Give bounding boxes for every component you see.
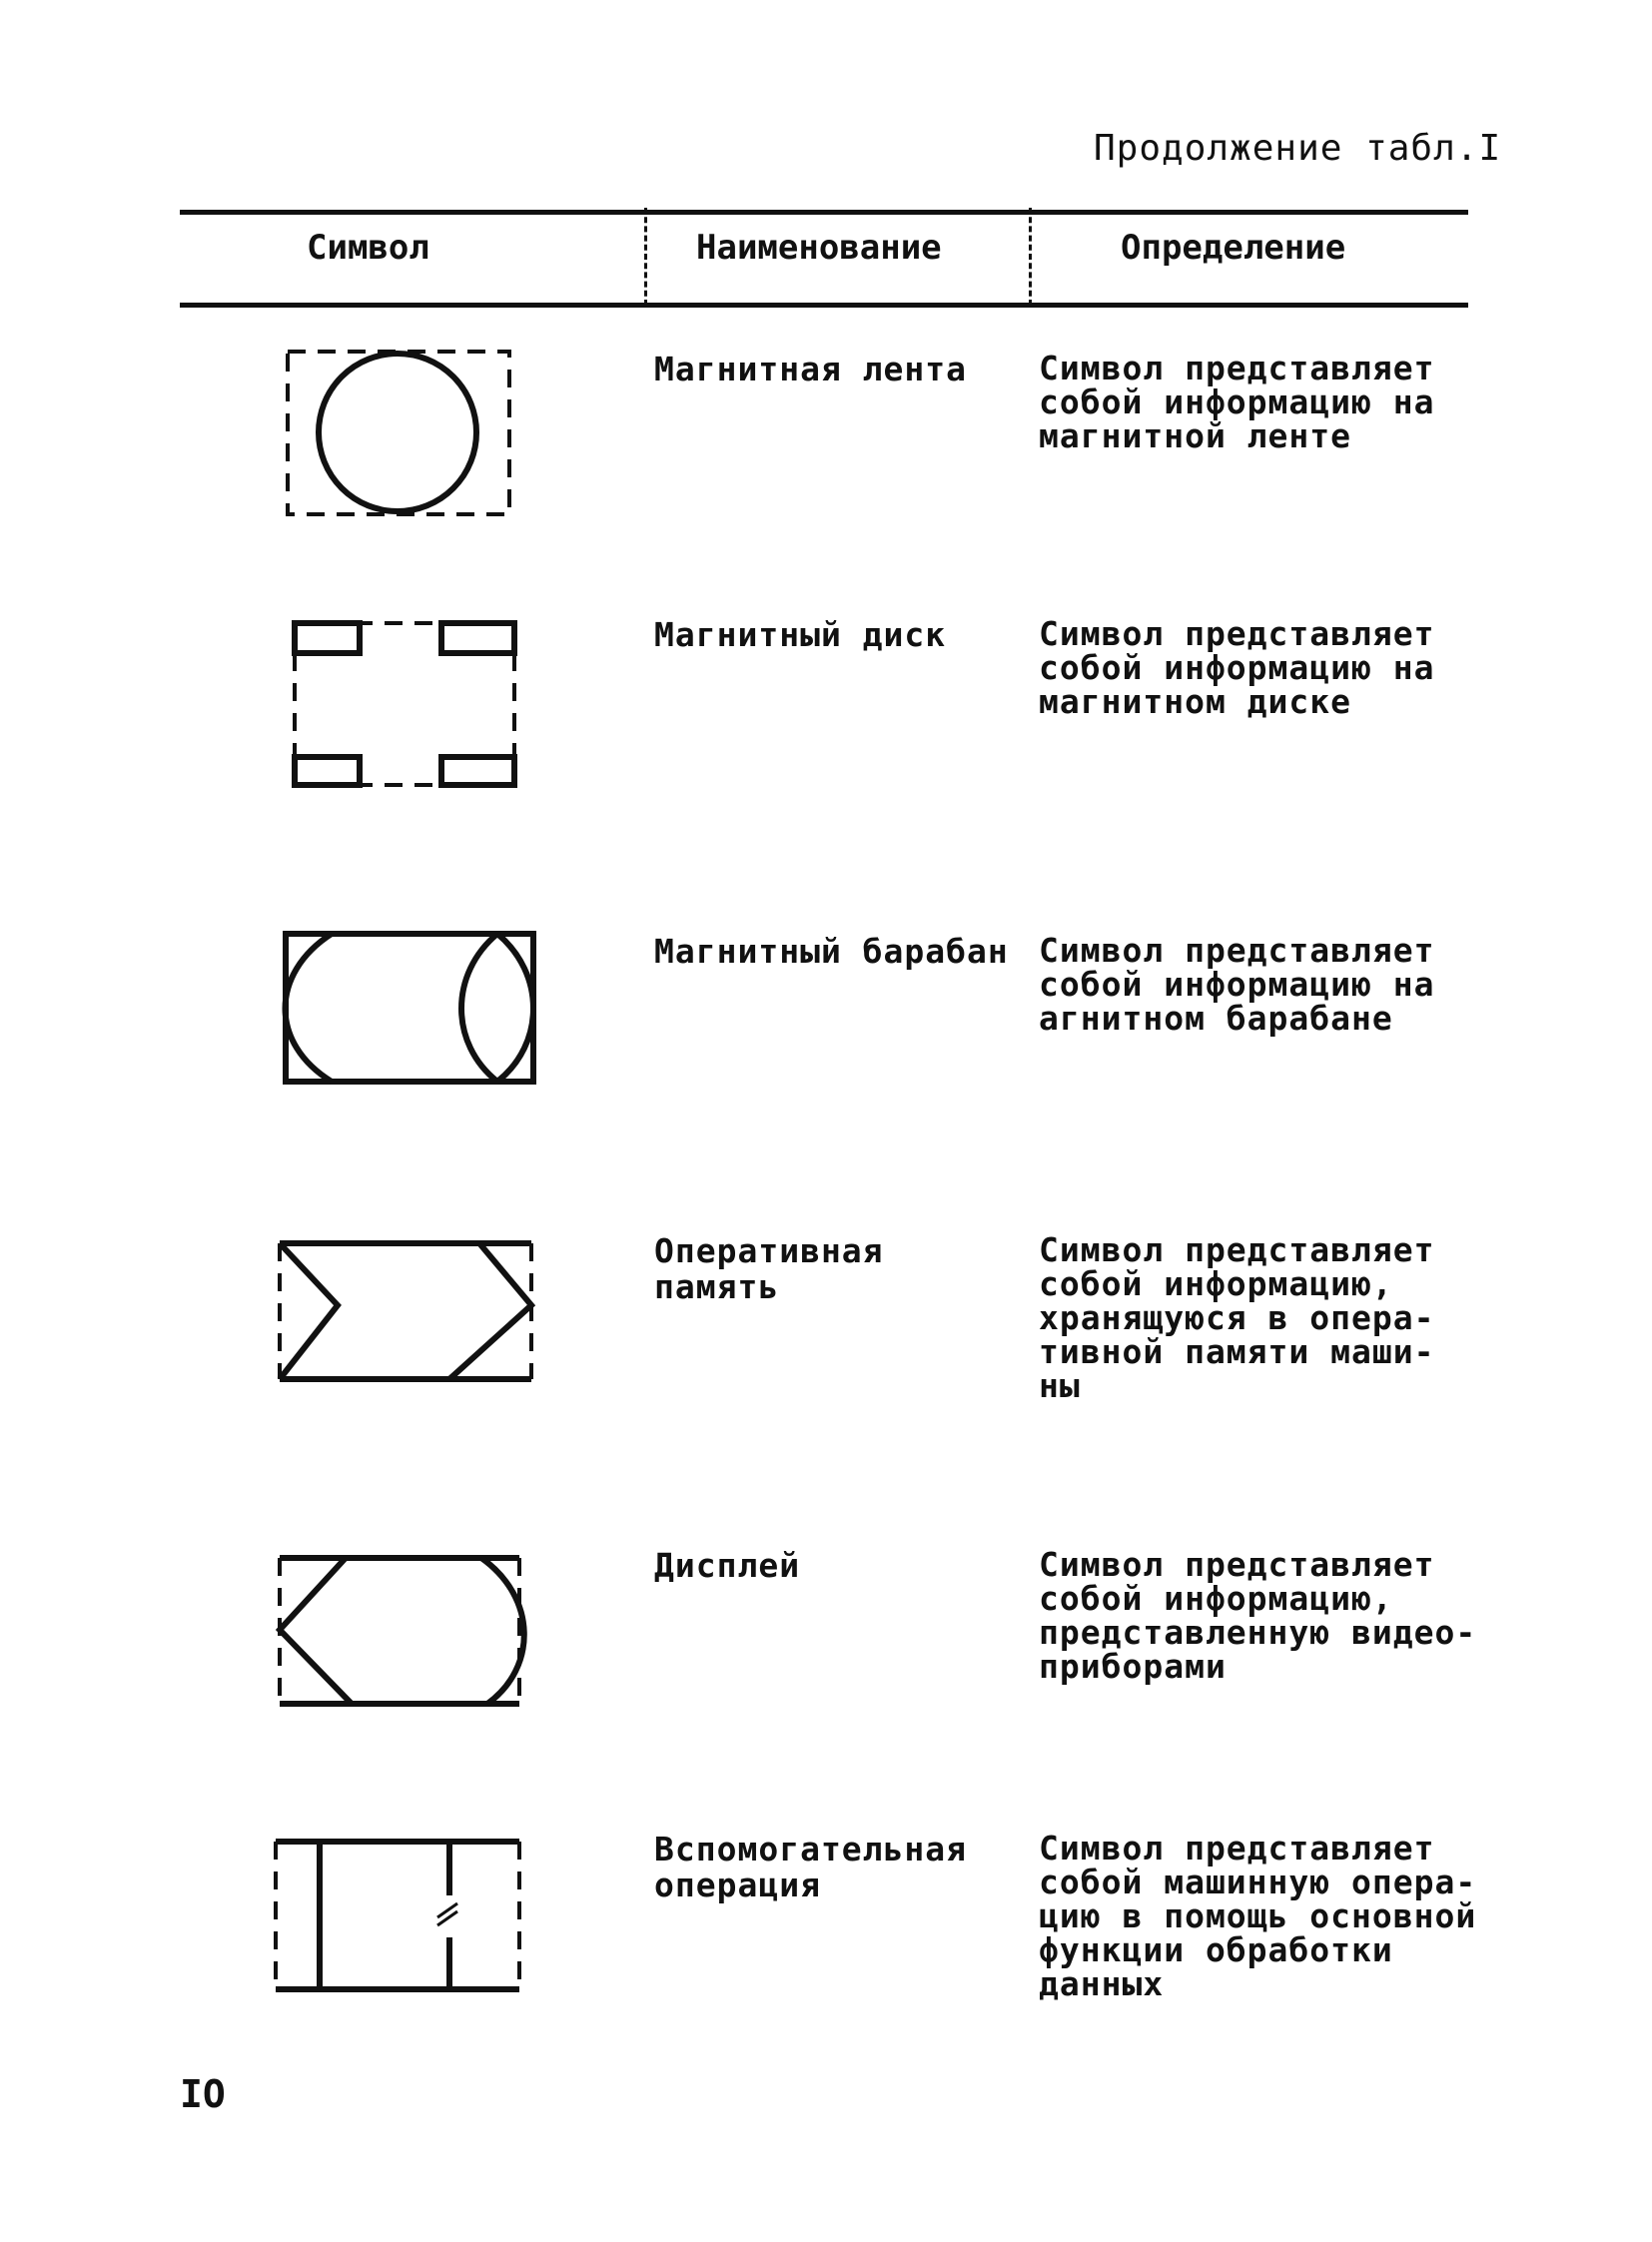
column-header-symbol: Символ [307,228,429,268]
main-memory-icon [270,1233,549,1433]
symbol-definition: Символ представляет собой машинную опера- цию в помощь основной функции обработки данных [1039,1829,1477,2003]
column-divider [644,208,647,306]
symbol-definition: Символ представляет собой информацию, представленную видео- приборами [1039,1545,1477,1686]
symbol-definition: Символ представляет собой информацию на магнитной ленте [1039,349,1435,455]
continuation-label: Продолжение табл.I [1094,128,1502,169]
symbol-name: Дисплей [654,1546,801,1585]
column-header-name: Наименование [696,228,942,268]
table-top-rule [180,210,1468,215]
symbol-name: Магнитный диск [654,615,947,654]
symbol-definition: Символ представляет собой информацию на агнитном барабане [1039,931,1435,1038]
symbol-name: Оперативная память [654,1231,884,1306]
magnetic-disk-icon [270,609,549,809]
page-number: IO [180,2072,226,2116]
magnetic-tape-icon [270,340,549,539]
symbol-definition: Символ представляет собой информацию, хранящуюся в опера- тивной памяти маши- ны [1039,1230,1435,1405]
column-divider [1029,208,1032,306]
display-icon [270,1548,549,1748]
symbol-name: Вспомогательная операция [654,1830,968,1904]
symbol-name: Магнитный барабан [654,932,1009,971]
magnetic-drum-icon [270,924,549,1123]
table-header-rule [180,303,1468,308]
column-header-definition: Определение [1121,228,1346,268]
symbol-name: Магнитная лента [654,350,968,388]
symbol-definition: Символ представляет собой информацию на магнитном диске [1039,614,1435,721]
auxiliary-operation-icon [270,1830,549,2029]
